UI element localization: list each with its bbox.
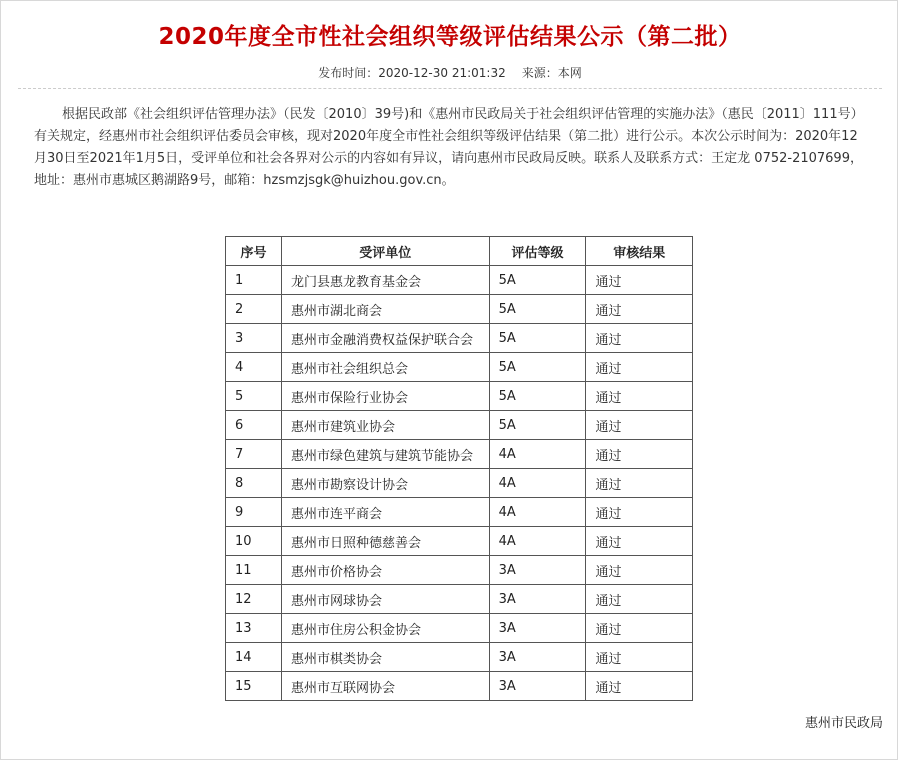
cell-serial-number: 13 <box>226 614 282 643</box>
cell-organization: 惠州市金融消费权益保护联合会 <box>281 324 489 353</box>
cell-serial-number: 1 <box>226 266 282 295</box>
cell-organization: 龙门县惠龙教育基金会 <box>281 266 489 295</box>
table-row <box>226 614 693 643</box>
cell-grade: 5A <box>489 411 586 440</box>
header-organization: 受评单位 <box>281 237 489 266</box>
cell-grade: 4A <box>489 498 586 527</box>
cell-review-result: 通过 <box>586 527 693 556</box>
table-row <box>226 527 693 556</box>
table-row <box>226 382 693 411</box>
table-row <box>226 469 693 498</box>
cell-serial-number: 3 <box>226 324 282 353</box>
table-row <box>226 266 693 295</box>
cell-review-result: 通过 <box>586 585 693 614</box>
cell-organization: 惠州市保险行业协会 <box>281 382 489 411</box>
cell-review-result: 通过 <box>586 469 693 498</box>
cell-grade: 5A <box>489 266 586 295</box>
table-body <box>226 266 693 701</box>
cell-serial-number: 2 <box>226 295 282 324</box>
table-row <box>226 295 693 324</box>
table-row <box>226 643 693 672</box>
cell-review-result: 通过 <box>586 295 693 324</box>
divider <box>18 88 882 89</box>
cell-review-result: 通过 <box>586 440 693 469</box>
cell-grade: 5A <box>489 295 586 324</box>
cell-review-result: 通过 <box>586 556 693 585</box>
cell-organization: 惠州市绿色建筑与建筑节能协会 <box>281 440 489 469</box>
cell-review-result: 通过 <box>586 353 693 382</box>
cell-organization: 惠州市价格协会 <box>281 556 489 585</box>
cell-serial-number: 4 <box>226 353 282 382</box>
signature: 惠州市民政局 <box>804 716 883 731</box>
cell-serial-number: 5 <box>226 382 282 411</box>
cell-serial-number: 8 <box>226 469 282 498</box>
cell-serial-number: 10 <box>226 527 282 556</box>
cell-organization: 惠州市社会组织总会 <box>281 353 489 382</box>
cell-serial-number: 7 <box>226 440 282 469</box>
table-row <box>226 672 693 701</box>
cell-grade: 4A <box>489 469 586 498</box>
cell-review-result: 通过 <box>586 498 693 527</box>
article-title: 2020年度全市性社会组织等级评估结果公示（第二批） <box>158 24 742 50</box>
article-body: 根据民政部《社会组织评估管理办法》（民发〔2010〕39号)和《惠州市民政局关于社会组织评估管理的实施办法》（惠民〔2011〕111号）有关规定，经惠州市社会组织评估委员会审核，现对2020年度全市性社会组织等级评估结果（第二批）进行公示。本次公示时间为：2020年12月30日至2021年1月5日，受评单位和社会各界对公示的内容如有异议，请向惠州市民政局反映。联系人及联系方式：王定龙 0752-2107699，地址：惠州市惠城区鹅湖路9号，邮箱：hzsmzjsgk@huizhou.gov.cn。 <box>34 107 864 188</box>
publish-time: 发布时间：2020-12-30 21:01:32 <box>318 66 506 80</box>
table-row <box>226 324 693 353</box>
cell-serial-number: 15 <box>226 672 282 701</box>
table-row <box>226 556 693 585</box>
cell-review-result: 通过 <box>586 382 693 411</box>
cell-serial-number: 14 <box>226 643 282 672</box>
cell-organization: 惠州市湖北商会 <box>281 295 489 324</box>
cell-review-result: 通过 <box>586 614 693 643</box>
cell-organization: 惠州市建筑业协会 <box>281 411 489 440</box>
table-row <box>226 353 693 382</box>
cell-organization: 惠州市勘察设计协会 <box>281 469 489 498</box>
header-grade: 评估等级 <box>489 237 586 266</box>
cell-serial-number: 6 <box>226 411 282 440</box>
cell-review-result: 通过 <box>586 643 693 672</box>
cell-serial-number: 12 <box>226 585 282 614</box>
cell-grade: 3A <box>489 585 586 614</box>
cell-organization: 惠州市住房公积金协会 <box>281 614 489 643</box>
table-header-row <box>226 237 693 266</box>
cell-organization: 惠州市连平商会 <box>281 498 489 527</box>
cell-grade: 5A <box>489 382 586 411</box>
table-row <box>226 440 693 469</box>
cell-grade: 5A <box>489 324 586 353</box>
cell-grade: 5A <box>489 353 586 382</box>
cell-organization: 惠州市棋类协会 <box>281 643 489 672</box>
cell-grade: 3A <box>489 643 586 672</box>
article-source: 来源：本网 <box>521 66 582 80</box>
table-row <box>226 411 693 440</box>
cell-serial-number: 9 <box>226 498 282 527</box>
cell-organization: 惠州市网球协会 <box>281 585 489 614</box>
evaluation-results-table <box>225 236 693 701</box>
cell-review-result: 通过 <box>586 411 693 440</box>
header-serial-number: 序号 <box>226 237 282 266</box>
cell-review-result: 通过 <box>586 324 693 353</box>
cell-grade: 3A <box>489 556 586 585</box>
cell-review-result: 通过 <box>586 672 693 701</box>
cell-organization: 惠州市日照种德慈善会 <box>281 527 489 556</box>
cell-grade: 3A <box>489 672 586 701</box>
cell-serial-number: 11 <box>226 556 282 585</box>
cell-review-result: 通过 <box>586 266 693 295</box>
header-review-result: 审核结果 <box>586 237 693 266</box>
article-meta <box>0 64 900 81</box>
table-row <box>226 498 693 527</box>
cell-grade: 4A <box>489 527 586 556</box>
cell-grade: 4A <box>489 440 586 469</box>
cell-organization: 惠州市互联网协会 <box>281 672 489 701</box>
table-row <box>226 585 693 614</box>
cell-grade: 3A <box>489 614 586 643</box>
